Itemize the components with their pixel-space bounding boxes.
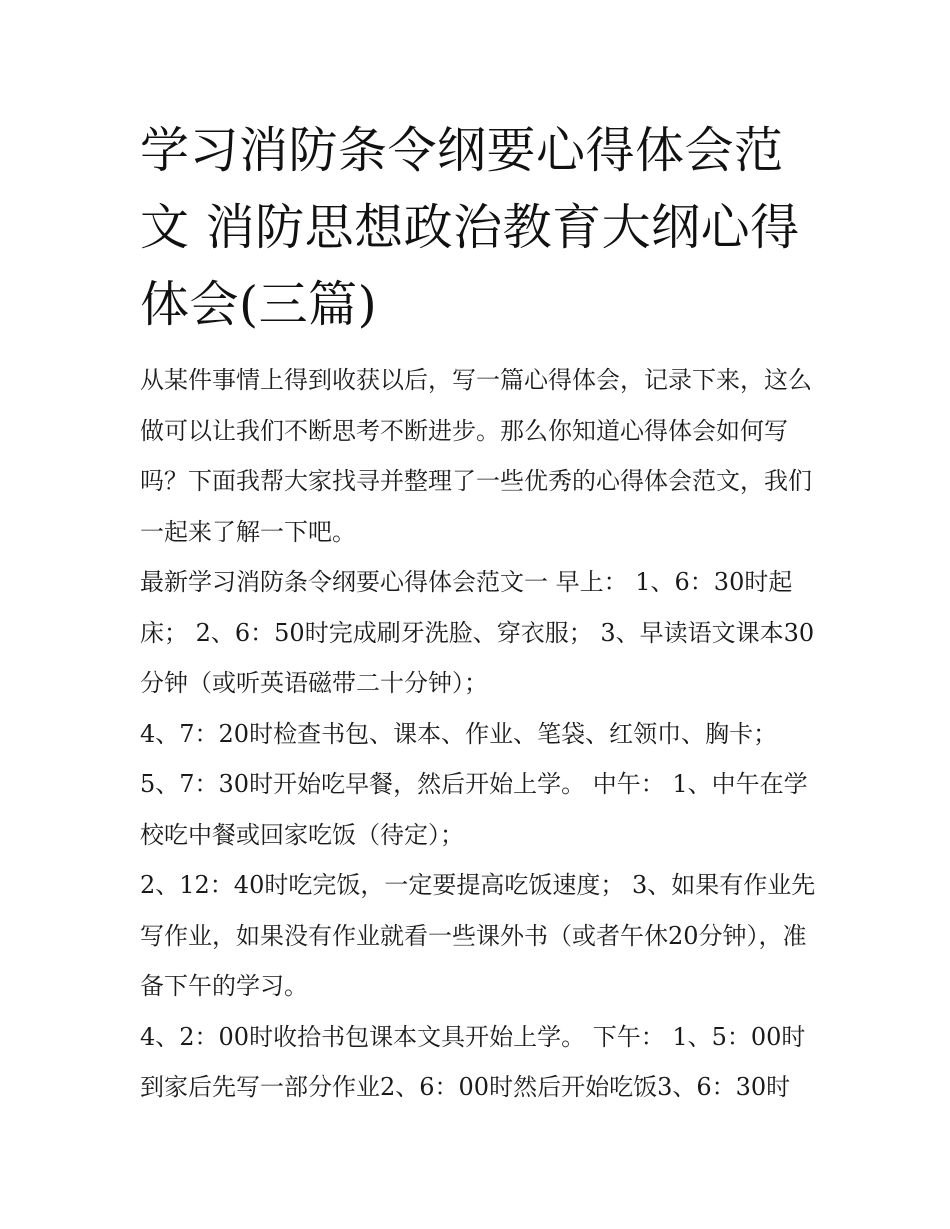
afternoon-schedule-paragraph: 4、2：00时收拾书包课本文具开始上学。 下午： 1、5：00时到家后先写一部分作业2、6：00时然后开始吃饭3、6：30时: [140, 1022, 806, 1101]
intro-paragraph: 从某件事情上得到收获以后，写一篇心得体会，记录下来，这么做可以让我们不断思考不断进步。那么你知道心得体会如何写吗？下面我帮大家找寻并整理了一些优秀的心得体会范文，我们一起来了解一下吧。: [140, 366, 812, 546]
title-line: 体会(三篇): [140, 276, 378, 333]
noon-schedule-paragraph: 5、7：30时开始吃早餐，然后开始上学。 中午： 1、中午在学校吃中餐或回家吃饭（待定）；: [140, 770, 808, 849]
lunch-schedule-paragraph: 2、12：40时吃完饭，一定要提高吃饭速度； 3、如果有作业先写作业，如果没有作业就看一些课外书（或者午休20分钟），准备下午的学习。: [140, 871, 816, 1000]
document-title: [140, 112, 820, 343]
document-page: [140, 112, 820, 1113]
morning-schedule-paragraph: 最新学习消防条令纲要心得体会范文一 早上： 1、6：30时起床； 2、6：50时完成刷牙洗脸、穿衣服； 3、早读语文课本30分钟（或听英语磁带二十分钟）；: [140, 568, 815, 697]
document-body: [140, 355, 820, 1113]
title-line: 文 消防思想政治教育大纲心得: [140, 199, 800, 256]
schedule-item-paragraph: 4、7：20时检查书包、课本、作业、笔袋、红领巾、胸卡；: [140, 719, 778, 748]
title-line: 学习消防条令纲要心得体会范: [140, 122, 784, 179]
